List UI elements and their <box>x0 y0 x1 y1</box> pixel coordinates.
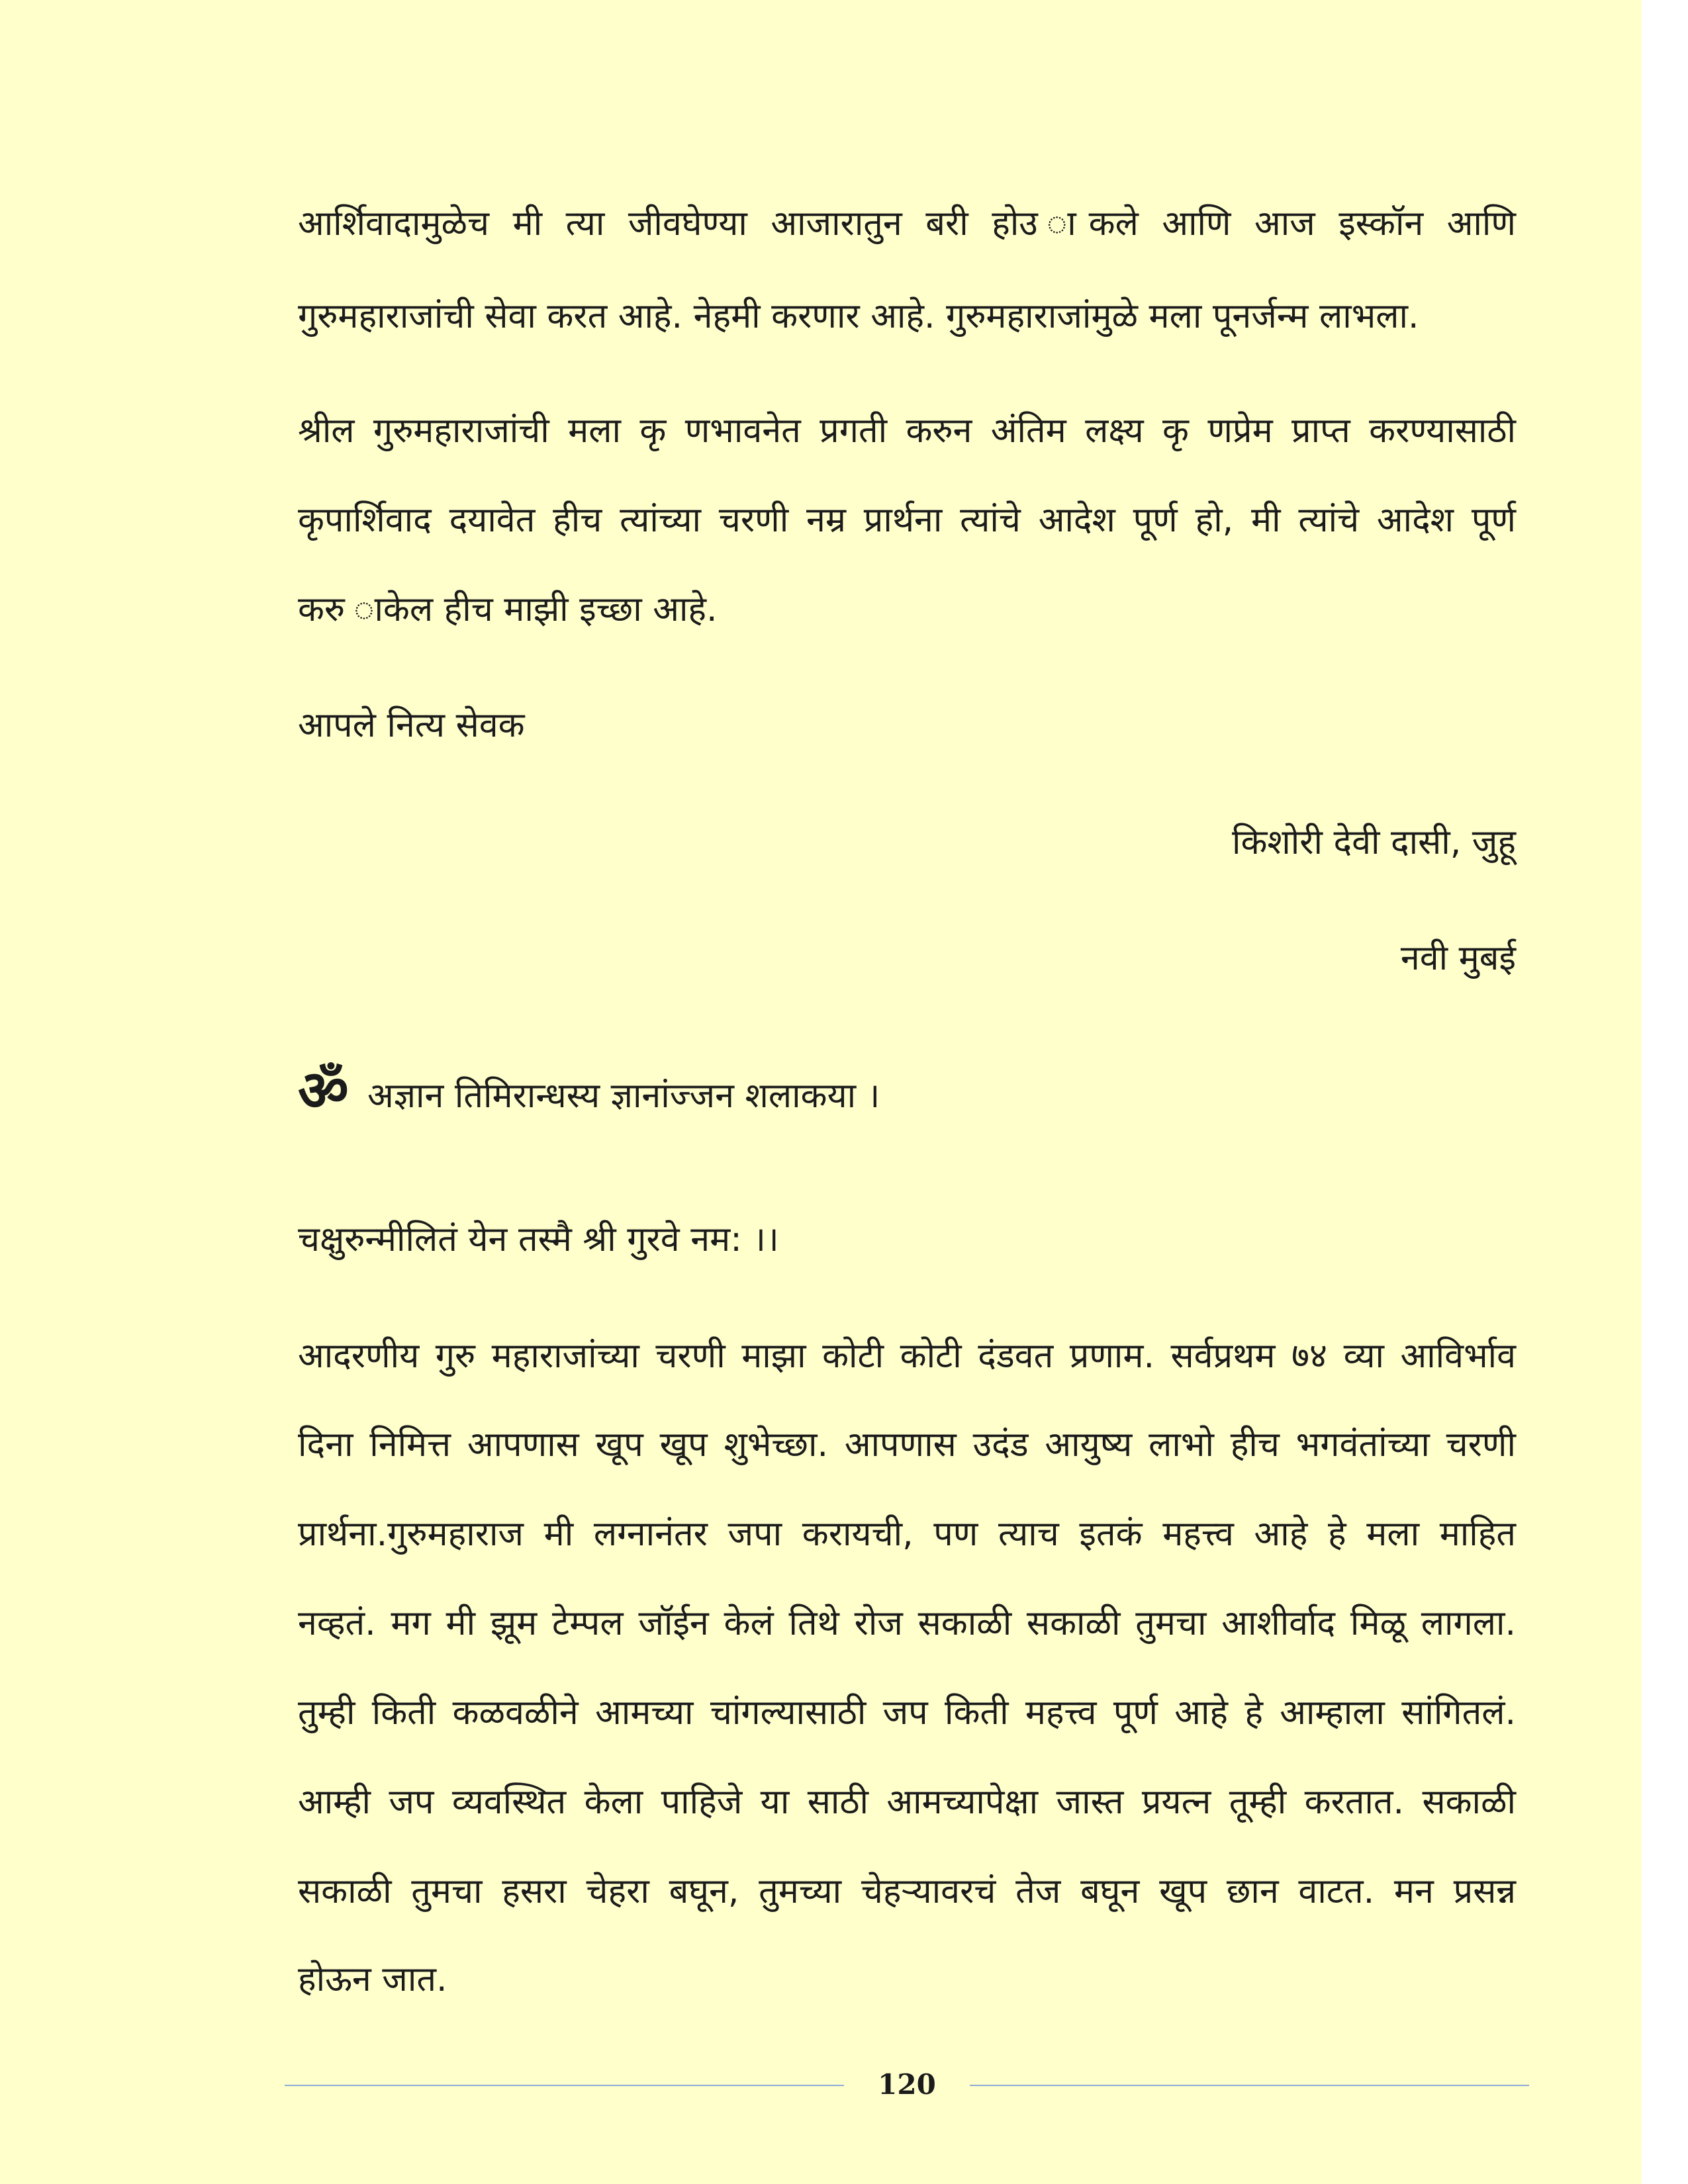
shloka-line2: चक्षुरुन्मीलितं येन तस्मै श्री गुरवे नम: ।। <box>298 1220 779 1259</box>
paragraph2-line2: कृपार्शिवाद दयावेत हीच त्यांच्या चरणी नम्र प्रार्थना त्यांचे आदेश पूर्ण हो, मी त्यांचे आदेश पूर्ण <box>298 500 1516 540</box>
signature-place: नवी मुबई <box>1400 938 1516 978</box>
paragraph3-line7: सकाळी तुमचा हसरा चेहरा बघून, तुमच्या चेहऱ्यावरचं तेज बघून खूप छान वाटत. मन प्रसन्न <box>298 1872 1516 1911</box>
om-symbol: ॐ <box>298 1058 349 1123</box>
paragraph1-line2: गुरुमहाराजांची सेवा करत आहे. नेहमी करणार आहे. गुरुमहाराजांमुळे मला पूनर्जन्म लाभला. <box>298 296 1419 336</box>
shloka-line1: अज्ञान तिमिरान्धस्य ज्ञानांज्जन शलाकया । <box>367 1076 880 1116</box>
footer-rule-right <box>970 2085 1529 2086</box>
closing-text: आपले नित्य सेवक <box>298 705 525 745</box>
paragraph3-line2: दिना निमित्त आपणास खूप खूप शुभेच्छा. आपणास उदंड आयुष्य लाभो हीच भगवंतांच्या चरणी <box>298 1425 1516 1465</box>
page-number: 120 <box>878 2068 936 2101</box>
paragraph3-line1: आदरणीय गुरु महाराजांच्या चरणी माझा कोटी कोटी दंडवत प्रणाम. सर्वप्रथम ७४ व्या आविर्भाव <box>298 1336 1516 1376</box>
footer-rule-left <box>285 2085 844 2086</box>
signature-name: किशोरी देवी दासी, जुहू <box>1232 823 1516 862</box>
paragraph3-line8: होऊन जात. <box>298 1960 447 1999</box>
paragraph3-line4: नव्हतं. मग मी झूम टेम्पल जॉईन केलं तिथे रोज सकाळी सकाळी तुमचा आशीर्वाद मिळू लागला. <box>298 1604 1516 1643</box>
paragraph3-line3: प्रार्थना.गुरुमहाराज मी लग्नानंतर जपा करायची, पण त्याच इतकं महत्त्व आहे हे मला माहित <box>298 1514 1516 1554</box>
paragraph3-line6: आम्ही जप व्यवस्थित केला पाहिजे या साठी आमच्यापेक्षा जास्त प्रयत्न तूम्ही करतात. सकाळी <box>298 1782 1516 1822</box>
paragraph2-line1: श्रील गुरुमहाराजांची मला कृ णभावनेत प्रगती करुन अंतिम लक्ष्य कृ णप्रेम प्राप्त करण्यासाठी <box>298 411 1516 451</box>
page-edge-margin <box>1642 0 1688 2184</box>
paragraph2-line3: करु ाकेल हीच माझी इच्छा आहे. <box>298 590 718 629</box>
paragraph1-line1: आर्शिवादामुळेच मी त्या जीवघेण्या आजारातुन बरी होउ ाकले आणि आज इस्कॉन आणि <box>298 204 1516 244</box>
paragraph3-line5: तुम्ही किती कळवळीने आमच्या चांगल्यासाठी जप किती महत्त्व पूर्ण आहे हे आम्हाला सांगितलं. <box>298 1693 1516 1733</box>
